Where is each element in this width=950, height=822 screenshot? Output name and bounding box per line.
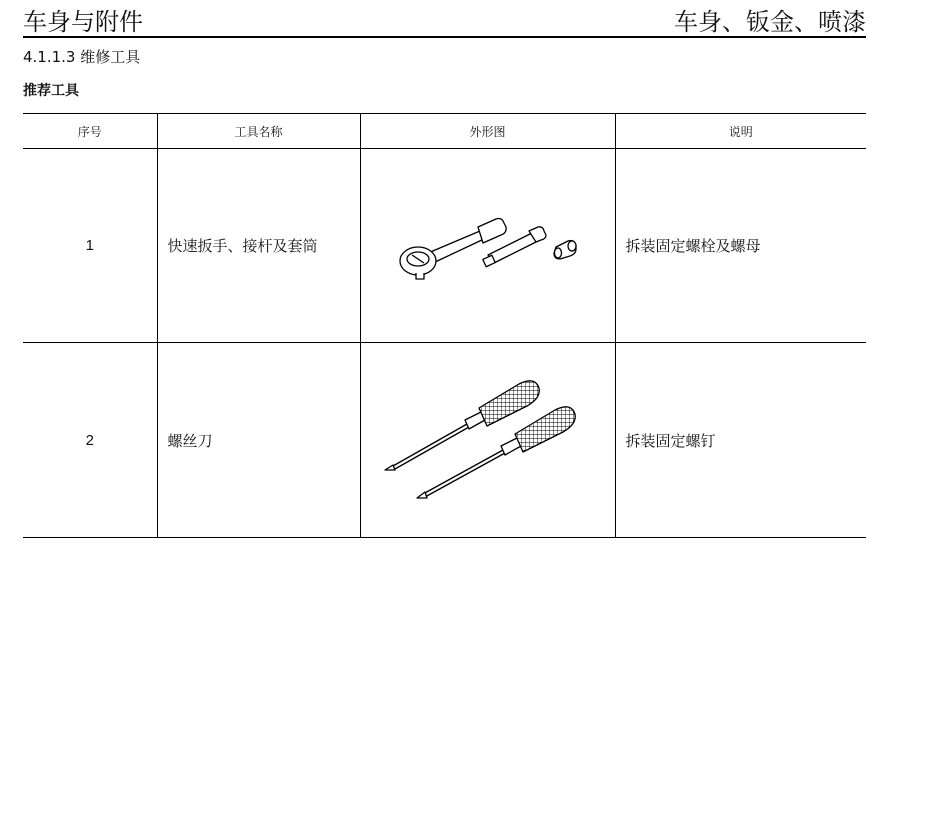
header-tool-name: 工具名称 — [157, 114, 360, 149]
header-no: 序号 — [23, 114, 157, 149]
header-chapter-title: 车身与附件 — [23, 8, 143, 36]
table-header-row — [23, 114, 866, 149]
table-row — [23, 343, 866, 538]
tool-illustration — [360, 149, 615, 343]
tool-description: 拆装固定螺栓及螺母 — [615, 149, 866, 343]
table-row — [23, 149, 866, 343]
row-number: 1 — [23, 149, 157, 343]
tool-name: 快速扳手、接杆及套筒 — [157, 149, 360, 343]
section-title: 4.1.1.3 维修工具 — [23, 48, 141, 66]
tool-name: 螺丝刀 — [157, 343, 360, 538]
header-illustration: 外形图 — [360, 114, 615, 149]
tool-illustration — [360, 343, 615, 538]
screwdriver-icon — [373, 370, 603, 510]
subtitle: 推荐工具 — [23, 83, 79, 99]
ratchet-wrench-icon — [388, 201, 588, 291]
row-number: 2 — [23, 343, 157, 538]
tools-table — [23, 113, 866, 538]
header-description: 说明 — [615, 114, 866, 149]
header-rule — [23, 36, 866, 38]
tool-description: 拆装固定螺钉 — [615, 343, 866, 538]
header-section-title: 车身、钣金、喷漆 — [674, 8, 866, 36]
